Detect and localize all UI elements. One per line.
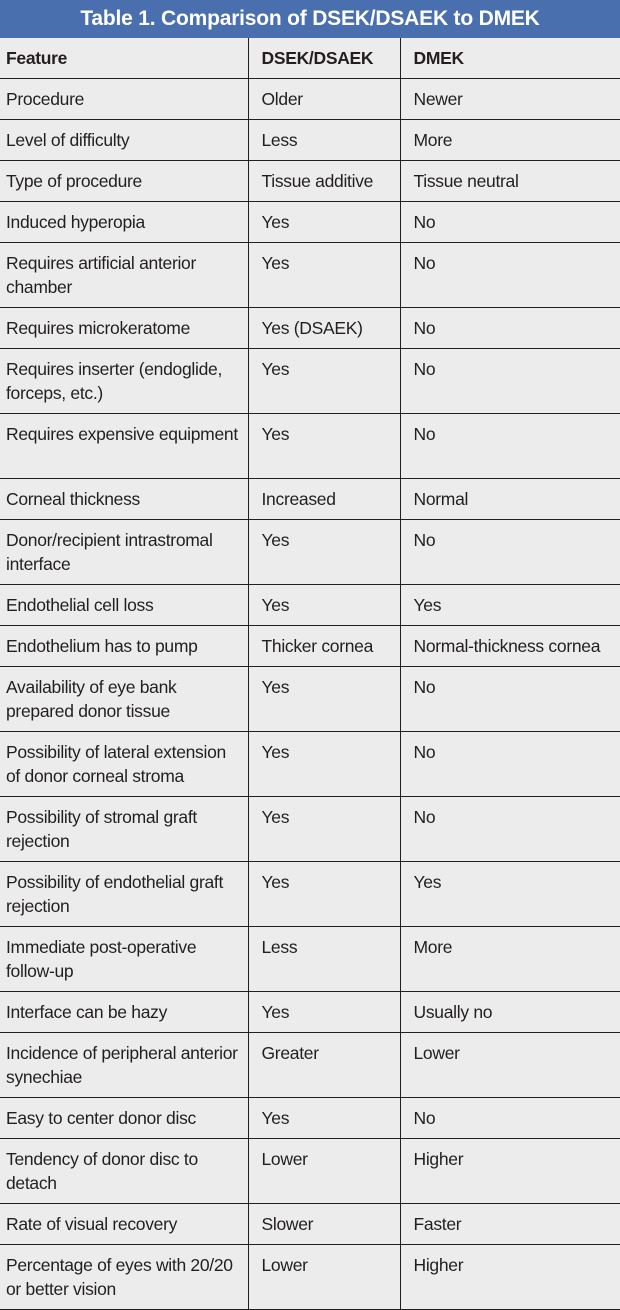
feature-cell: Requires artificial anterior chamber: [0, 243, 248, 308]
feature-cell: Level of difficulty: [0, 120, 248, 161]
feature-cell: Possibility of lateral extension of donor corneal stroma: [0, 732, 248, 797]
feature-cell: Percentage of eyes with 20/20 or better vision: [0, 1245, 248, 1310]
dsek-cell: Yes: [248, 797, 400, 862]
table-row: [0, 479, 620, 520]
dmek-cell: No: [400, 202, 620, 243]
dsek-cell: Yes: [248, 520, 400, 585]
table-row: [0, 79, 620, 120]
dsek-cell: Yes: [248, 862, 400, 927]
dsek-cell: Yes: [248, 1098, 400, 1139]
table-row: [0, 797, 620, 862]
table-header-row: [0, 38, 620, 79]
dsek-cell: Less: [248, 120, 400, 161]
feature-cell: Interface can be hazy: [0, 992, 248, 1033]
dmek-cell: Higher: [400, 1139, 620, 1204]
header-dmek: DMEK: [400, 38, 620, 79]
table-row: [0, 120, 620, 161]
table-row: [0, 1098, 620, 1139]
feature-cell: Possibility of endothelial graft rejection: [0, 862, 248, 927]
dsek-cell: Yes: [248, 732, 400, 797]
dmek-cell: More: [400, 120, 620, 161]
dmek-cell: More: [400, 927, 620, 992]
header-dsek: DSEK/DSAEK: [248, 38, 400, 79]
dsek-cell: Slower: [248, 1204, 400, 1245]
dmek-cell: No: [400, 732, 620, 797]
table-row: [0, 667, 620, 732]
table-row: [0, 520, 620, 585]
dmek-cell: No: [400, 414, 620, 479]
dsek-cell: Tissue additive: [248, 161, 400, 202]
comparison-table: [0, 38, 620, 1310]
table-row: [0, 349, 620, 414]
feature-cell: Requires microkeratome: [0, 308, 248, 349]
dsek-cell: Yes: [248, 585, 400, 626]
dsek-cell: Older: [248, 79, 400, 120]
table-row: [0, 732, 620, 797]
dmek-cell: Yes: [400, 585, 620, 626]
table-row: [0, 626, 620, 667]
feature-cell: Easy to center donor disc: [0, 1098, 248, 1139]
feature-cell: Corneal thickness: [0, 479, 248, 520]
table-row: [0, 862, 620, 927]
dsek-cell: Lower: [248, 1139, 400, 1204]
dmek-cell: No: [400, 349, 620, 414]
table-row: [0, 585, 620, 626]
dsek-cell: Less: [248, 927, 400, 992]
dmek-cell: Newer: [400, 79, 620, 120]
table-row: [0, 414, 620, 479]
feature-cell: Requires inserter (endoglide, forceps, etc.): [0, 349, 248, 414]
feature-cell: Immediate post-operative follow-up: [0, 927, 248, 992]
feature-cell: Requires expensive equipment: [0, 414, 248, 479]
header-feature: Feature: [0, 38, 248, 79]
dmek-cell: No: [400, 667, 620, 732]
dmek-cell: No: [400, 243, 620, 308]
feature-cell: Induced hyperopia: [0, 202, 248, 243]
table-row: [0, 161, 620, 202]
table-row: [0, 992, 620, 1033]
dsek-cell: Thicker cornea: [248, 626, 400, 667]
table-row: [0, 1033, 620, 1098]
dsek-cell: Yes: [248, 202, 400, 243]
dsek-cell: Yes (DSAEK): [248, 308, 400, 349]
feature-cell: Type of procedure: [0, 161, 248, 202]
table-title: Table 1. Comparison of DSEK/DSAEK to DMEK: [0, 0, 620, 38]
dsek-cell: Yes: [248, 667, 400, 732]
feature-cell: Availability of eye bank prepared donor tissue: [0, 667, 248, 732]
dmek-cell: Normal: [400, 479, 620, 520]
dsek-cell: Yes: [248, 414, 400, 479]
dsek-cell: Yes: [248, 243, 400, 308]
dmek-cell: No: [400, 797, 620, 862]
dmek-cell: No: [400, 520, 620, 585]
dsek-cell: Greater: [248, 1033, 400, 1098]
dsek-cell: Yes: [248, 349, 400, 414]
table-row: [0, 202, 620, 243]
table-row: [0, 243, 620, 308]
table-row: [0, 1204, 620, 1245]
dmek-cell: No: [400, 308, 620, 349]
feature-cell: Possibility of stromal graft rejection: [0, 797, 248, 862]
feature-cell: Rate of visual recovery: [0, 1204, 248, 1245]
dmek-cell: Faster: [400, 1204, 620, 1245]
dmek-cell: No: [400, 1098, 620, 1139]
feature-cell: Donor/recipient intrastromal interface: [0, 520, 248, 585]
feature-cell: Procedure: [0, 79, 248, 120]
dsek-cell: Increased: [248, 479, 400, 520]
table-row: [0, 308, 620, 349]
dmek-cell: Yes: [400, 862, 620, 927]
dmek-cell: Normal-thickness cornea: [400, 626, 620, 667]
table-row: [0, 1139, 620, 1204]
dsek-cell: Lower: [248, 1245, 400, 1310]
dsek-cell: Yes: [248, 992, 400, 1033]
feature-cell: Endothelial cell loss: [0, 585, 248, 626]
dmek-cell: Tissue neutral: [400, 161, 620, 202]
feature-cell: Incidence of peripheral anterior synechiae: [0, 1033, 248, 1098]
dmek-cell: Higher: [400, 1245, 620, 1310]
table-row: [0, 927, 620, 992]
dmek-cell: Usually no: [400, 992, 620, 1033]
feature-cell: Endothelium has to pump: [0, 626, 248, 667]
dmek-cell: Lower: [400, 1033, 620, 1098]
feature-cell: Tendency of donor disc to detach: [0, 1139, 248, 1204]
table-row: [0, 1245, 620, 1310]
